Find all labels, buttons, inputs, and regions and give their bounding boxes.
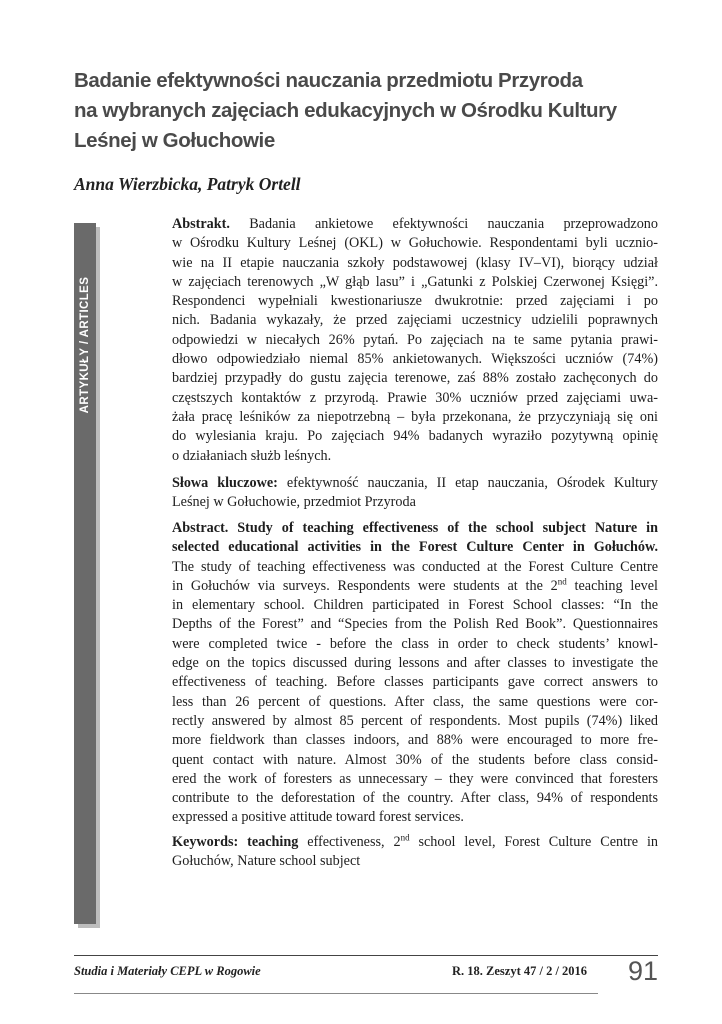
- text-line: nich. Badania wykazały, że przed zajęciami uczestnicy udzielili poprawnych: [172, 312, 658, 329]
- text-line: do wylesiania kraju. Po zajęciach 94% badanych wyraziło pozytywną opinię: [172, 428, 658, 445]
- keywords-pl: [172, 474, 658, 513]
- text-line: Leśnej w Gołuchowie, przedmiot Przyroda: [172, 494, 416, 511]
- text-line: dłowo odpowiedziało niemal 85% ankietowanych. Większości uczniów (74%): [172, 351, 658, 368]
- text-line: [172, 538, 658, 557]
- article-title: [74, 66, 674, 156]
- text-line: more fieldwork than classes indoors, and 88% were encouraged to more fre-: [172, 732, 658, 749]
- text-fragment: efektywność nauczania, II etap nauczania, Ośrodek Kultury: [277, 475, 658, 491]
- title-line: Leśnej w Gołuchowie: [74, 129, 275, 152]
- text-line: less than 26 percent of questions. After class, the same questions were cor-: [172, 693, 658, 710]
- abstract-en-heading: selected educational activities in the Forest Culture Center in Gołuchów.: [172, 539, 658, 556]
- text-fragment: Badania ankietowe efektywności nauczania przeprowadzono: [229, 216, 658, 232]
- text-line: odpowiedzi w niecałych 26% pytań. Po zajęciach na te same pytania prawi-: [172, 331, 658, 348]
- text-line: expressed a positive attitude toward forest services.: [172, 809, 464, 826]
- text-fragment: effectiveness, 2: [298, 834, 401, 850]
- text-line: [172, 474, 658, 493]
- text-line: were completed twice - before the class in order to check students’ knowl-: [172, 635, 658, 652]
- abstract-pl-label: Abstrakt.: [172, 216, 230, 232]
- text-line: Respondenci wypełniali kwestionariusze dwukrotnie: przed zajęciami i po: [172, 293, 658, 310]
- text-line: in elementary school. Children participated in Forest School classes: “In the: [172, 597, 658, 614]
- abstract-en: [172, 519, 658, 828]
- footer-rule: [74, 955, 658, 956]
- section-label: ARTYKUŁY / ARTICLES: [79, 276, 91, 414]
- superscript: nd: [400, 833, 410, 843]
- title-line: na wybranych zajęciach edukacyjnych w Ośrodku Kultury: [74, 99, 617, 122]
- text-line: w Ośrodku Kultury Leśnej (OKL) w Gołuchowie. Respondentami byli ucznio-: [172, 235, 658, 252]
- superscript: nd: [557, 576, 567, 587]
- text-line: quent contact with nature. Almost 30% of the students before class consid-: [172, 751, 658, 768]
- text-line: ered the work of foresters as unnecessary – they were convinced that foresters: [172, 770, 658, 787]
- text-fragment: teaching level: [566, 577, 658, 594]
- journal-name: Studia i Materiały CEPL w Rogowie: [74, 964, 261, 978]
- text-line: częstszych kontaktów z przyrodą. Prawie 30% uczniów przed zajęciami uwa-: [172, 389, 658, 406]
- text-fragment: school level, Forest Culture Centre in: [409, 834, 658, 850]
- text-line: wie na II etapie nauczania szkoły podstawowej (klasy IV–VI), biorący udział: [172, 254, 658, 271]
- text-line: Gołuchów, Nature school subject: [172, 853, 361, 870]
- keywords-en-label: Keywords: teaching: [172, 834, 299, 850]
- text-line: The study of teaching effectiveness was conducted at the Forest Culture Centre: [172, 558, 658, 575]
- text-line: effectiveness of teaching. Before classes participants gave correct answers to: [172, 674, 658, 691]
- text-line: o działaniach służb leśnych.: [172, 447, 332, 464]
- text-line: edge on the topics discussed during lessons and after classes to investigate the: [172, 655, 658, 672]
- abstract-en-heading: Abstract. Study of teaching effectiveness of the school subject Nature in: [172, 520, 658, 536]
- text-line: żała pracę leśników za niepotrzebną – była przekonana, że przyczyniają się oni: [172, 408, 658, 425]
- footer-rule-lower: [74, 993, 598, 994]
- text-line: bardziej przypadły do gustu zajęcia terenowe, zaś 88% zostało zachęconych do: [172, 370, 658, 387]
- text-line: contribute to the deforestation of the country. After class, 94% of respondents: [172, 790, 658, 807]
- text-line: Depths of the Forest” and “Species from the Polish Red Book”. Questionnaires: [172, 616, 658, 633]
- text-line: rectly answered by almost 85 percent of respondents. Most pupils (74%) liked: [172, 712, 658, 729]
- article-authors: Anna Wierzbicka, Patryk Ortell: [74, 174, 301, 194]
- abstract-pl: [172, 215, 658, 466]
- keywords-en: [172, 833, 658, 872]
- text-line: [172, 215, 658, 234]
- journal-issue: R. 18. Zeszyt 47 / 2 / 2016: [452, 964, 588, 978]
- title-line: Badanie efektywności nauczania przedmiotu Przyroda: [74, 69, 583, 92]
- text-fragment: in Gołuchów via surveys. Respondents were students at the 2: [172, 577, 558, 594]
- page-number: 91: [628, 956, 659, 986]
- keywords-pl-label: Słowa kluczowe:: [172, 475, 278, 491]
- text-line: w zajęciach terenowych „W głąb lasu” i „Gatunki z Polskiej Czerwonej Księgi”.: [172, 273, 658, 290]
- text-line: [172, 833, 658, 852]
- text-line: [172, 519, 658, 538]
- text-line: [172, 577, 658, 596]
